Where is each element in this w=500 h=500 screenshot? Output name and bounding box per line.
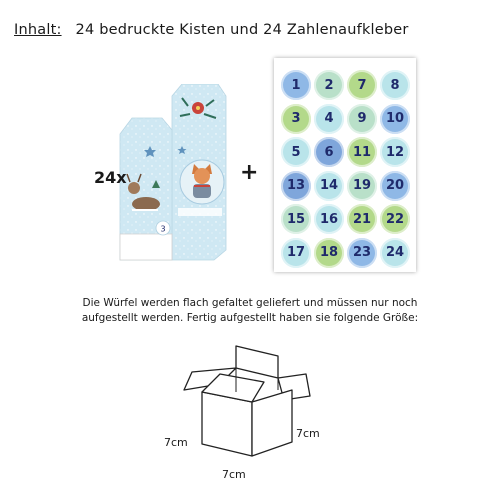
sticker-sheet [274, 58, 416, 272]
description-line-1: Die Würfel werden flach gefaltet geliefert und müssen nur noch [82, 297, 418, 309]
sticker-number: 20 [380, 171, 410, 201]
sticker-number: 11 [347, 137, 377, 167]
sticker-number: 6 [314, 137, 344, 167]
sticker-number: 15 [281, 204, 311, 234]
description [0, 296, 500, 326]
dimension-left: 7cm [164, 436, 188, 449]
sticker-number: 24 [380, 238, 410, 268]
sticker-number: 22 [380, 204, 410, 234]
sticker-number: 18 [314, 238, 344, 268]
dimension-bottom: 7cm [222, 468, 246, 481]
box-count: 24x [94, 168, 127, 187]
sticker-number: 3 [281, 104, 311, 134]
plus-sign: + [240, 160, 259, 185]
sticker-number: 4 [314, 104, 344, 134]
sticker-number: 12 [380, 137, 410, 167]
sticker-number: 5 [281, 137, 311, 167]
sticker-number: 13 [281, 171, 311, 201]
cube-diagram [180, 338, 330, 468]
sticker-number: 8 [380, 70, 410, 100]
sticker-number: 14 [314, 171, 344, 201]
header-text: 24 bedruckte Kisten und 24 Zahlenaufkleber [75, 22, 409, 38]
dimension-right: 7cm [296, 427, 320, 440]
sticker-number: 1 [281, 70, 311, 100]
header-label: Inhalt: [14, 22, 62, 38]
sticker-number: 10 [380, 104, 410, 134]
flat-box-illustration [118, 84, 228, 262]
header [14, 22, 409, 38]
description-line-2: aufgestellt werden. Fertig aufgestellt haben sie folgende Größe: [81, 312, 419, 324]
sticker-number: 2 [314, 70, 344, 100]
sticker-number: 21 [347, 204, 377, 234]
sticker-number: 19 [347, 171, 377, 201]
sticker-number: 17 [281, 238, 311, 268]
sticker-number: 7 [347, 70, 377, 100]
sticker-grid [281, 70, 412, 270]
sticker-number: 16 [314, 204, 344, 234]
sticker-number: 23 [347, 238, 377, 268]
box-number: 3 [160, 224, 166, 234]
sticker-number: 9 [347, 104, 377, 134]
